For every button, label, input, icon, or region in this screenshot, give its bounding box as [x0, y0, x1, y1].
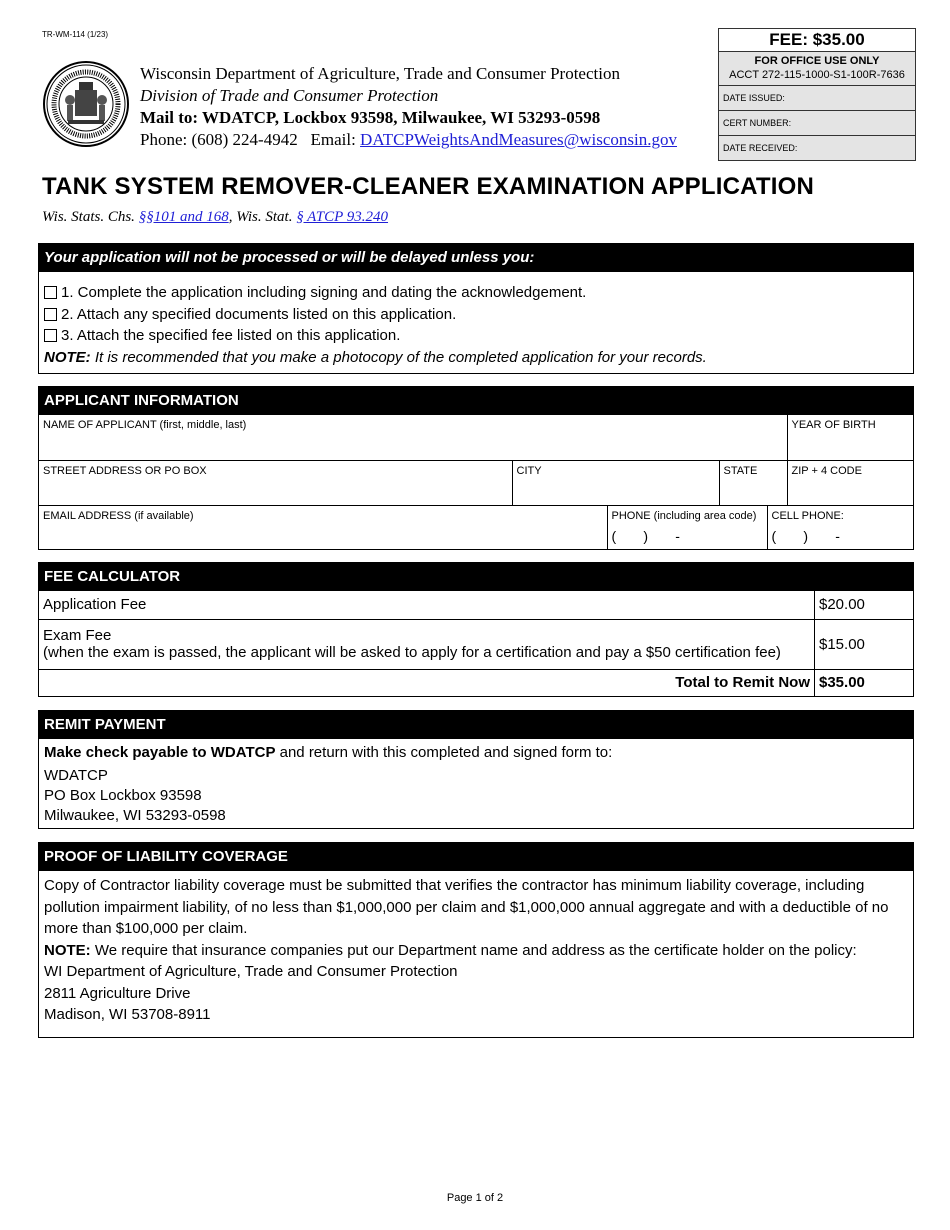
statute-link-atcp[interactable]: § ATCP 93.240 [296, 209, 389, 225]
remit-payable: Make check payable to WDATCP [44, 744, 276, 761]
remit-instruction [44, 743, 908, 763]
mail-to: Mail to: WDATCP, Lockbox 93598, Milwaukee, WI 53293-0598 [140, 108, 601, 127]
liability-note [44, 940, 908, 962]
total-label: Total to Remit Now [39, 669, 815, 696]
remit-instruction-rest: and return with this completed and signed form to: [275, 744, 613, 761]
holder-address-line2: 2811 Agriculture Drive [44, 984, 191, 1002]
account-number: ACCT 272-115-1000-S1-100R-7636 [729, 69, 905, 81]
statutes-line [42, 209, 388, 226]
field-label: STATE [723, 465, 758, 477]
holder-address-line1: WI Department of Agriculture, Trade and Consumer Protection [44, 963, 458, 980]
requirements-note [39, 347, 913, 369]
field-label: STREET ADDRESS OR PO BOX [43, 465, 207, 477]
requirement-label: 2. Attach any specified documents listed on this application. [61, 305, 457, 323]
form-number: TR-WM-114 (1/23) [42, 30, 109, 39]
agency-block [140, 63, 677, 151]
date-issued-field: DATE ISSUED: [719, 86, 915, 111]
cell-phone-mask: ( ) - [771, 528, 840, 544]
field-label: CITY [516, 465, 542, 477]
remit-address-line3: Milwaukee, WI 53293-0598 [44, 807, 226, 824]
checkbox[interactable] [44, 286, 57, 299]
applicant-section [38, 386, 914, 550]
contact-line [140, 129, 677, 151]
note-label: NOTE: [44, 348, 91, 366]
field-label: EMAIL ADDRESS (if available) [43, 510, 194, 522]
fee-calculator-section [38, 562, 914, 697]
field-label: NAME OF APPLICANT (first, middle, last) [43, 419, 247, 431]
email-label: Email: [310, 130, 356, 149]
field-label: PHONE (including area code) [611, 510, 757, 522]
liability-section [38, 842, 914, 1038]
phone-field[interactable] [607, 506, 767, 551]
exam-fee-note: (when the exam is passed, the applicant will be asked to apply for a certification and pay a $50 certification fee) [43, 644, 781, 661]
cell-phone-field[interactable] [767, 506, 913, 551]
form-title: TANK SYSTEM REMOVER-CLEANER EXAMINATION APPLICATION [42, 173, 814, 200]
liability-note-text: We require that insurance companies put our Department name and address as the certificate holder on the policy: [90, 941, 857, 959]
agency-name: Wisconsin Department of Agriculture, Trade and Consumer Protection [140, 64, 620, 83]
requirements-header: Your application will not be processed or will be delayed unless you: [39, 244, 913, 272]
requirement-label: 3. Attach the specified fee listed on this application. [61, 327, 401, 344]
total-amount: $35.00 [815, 669, 914, 696]
statutes-mid: , Wis. Stat. [228, 209, 293, 225]
applicant-name-field[interactable] [39, 415, 787, 460]
application-fee-label: Application Fee [43, 596, 147, 614]
requirement-label: 1. Complete the application including signing and dating the acknowledgement. [61, 284, 587, 301]
state-field[interactable] [719, 461, 787, 506]
office-use-label [719, 52, 915, 86]
fee-amount: FEE: $35.00 [719, 29, 915, 52]
statute-link-101-168[interactable]: §§101 and 168 [138, 209, 229, 225]
agency-phone: Phone: (608) 224-4942 [140, 130, 298, 149]
requirement-item [39, 282, 913, 304]
application-fee-amount: $20.00 [815, 591, 914, 619]
checkbox[interactable] [44, 329, 57, 342]
checkbox[interactable] [44, 308, 57, 321]
city-field[interactable] [512, 461, 719, 506]
requirement-item [39, 325, 913, 347]
field-label: CELL PHONE: [771, 510, 844, 522]
remit-header: REMIT PAYMENT [39, 711, 913, 739]
liability-note-label: NOTE: [44, 941, 91, 959]
holder-address-line3: Madison, WI 53708-8911 [44, 1006, 211, 1023]
wisconsin-seal-logo [42, 60, 130, 148]
remit-address-line2: PO Box Lockbox 93598 [44, 787, 202, 804]
requirements-section [38, 243, 914, 374]
remit-address-line1: WDATCP [44, 767, 108, 784]
note-text: It is recommended that you make a photocopy of the completed application for your records. [90, 348, 707, 366]
statutes-prefix: Wis. Stats. Chs. [42, 209, 135, 225]
street-address-field[interactable] [39, 461, 512, 506]
applicant-header: APPLICANT INFORMATION [39, 387, 913, 415]
liability-header: PROOF OF LIABILITY COVERAGE [39, 843, 913, 871]
year-of-birth-field[interactable] [787, 415, 913, 460]
remit-payment-section [38, 710, 914, 829]
exam-fee-label: Exam Fee [43, 627, 112, 644]
date-received-field: DATE RECEIVED: [719, 136, 915, 160]
email-address-field[interactable] [39, 506, 607, 551]
exam-fee-cell [39, 619, 815, 669]
liability-text: Copy of Contractor liability coverage must be submitted that verifies the contractor has minimum liability coverage, including pollution impairment liability, of no less than $1,000,000 per claim and $1,000,000 annual aggregate and with a deductible of no more than $100,000 per claim. [44, 877, 889, 937]
phone-mask: ( ) - [611, 528, 680, 544]
zip-code-field[interactable] [787, 461, 913, 506]
field-label: YEAR OF BIRTH [791, 419, 876, 431]
exam-fee-amount: $15.00 [815, 619, 914, 669]
office-use-box [718, 28, 916, 161]
page-number: Page 1 of 2 [446, 1192, 504, 1204]
requirement-item [39, 304, 913, 326]
cert-number-field: CERT NUMBER: [719, 111, 915, 136]
agency-email-link[interactable]: DATCPWeightsAndMeasures@wisconsin.gov [360, 130, 678, 149]
agency-division: Division of Trade and Consumer Protection [140, 86, 439, 105]
office-use-only: FOR OFFICE USE ONLY [754, 55, 880, 67]
field-label: ZIP + 4 CODE [791, 465, 862, 477]
fee-calculator-header: FEE CALCULATOR [39, 563, 913, 591]
